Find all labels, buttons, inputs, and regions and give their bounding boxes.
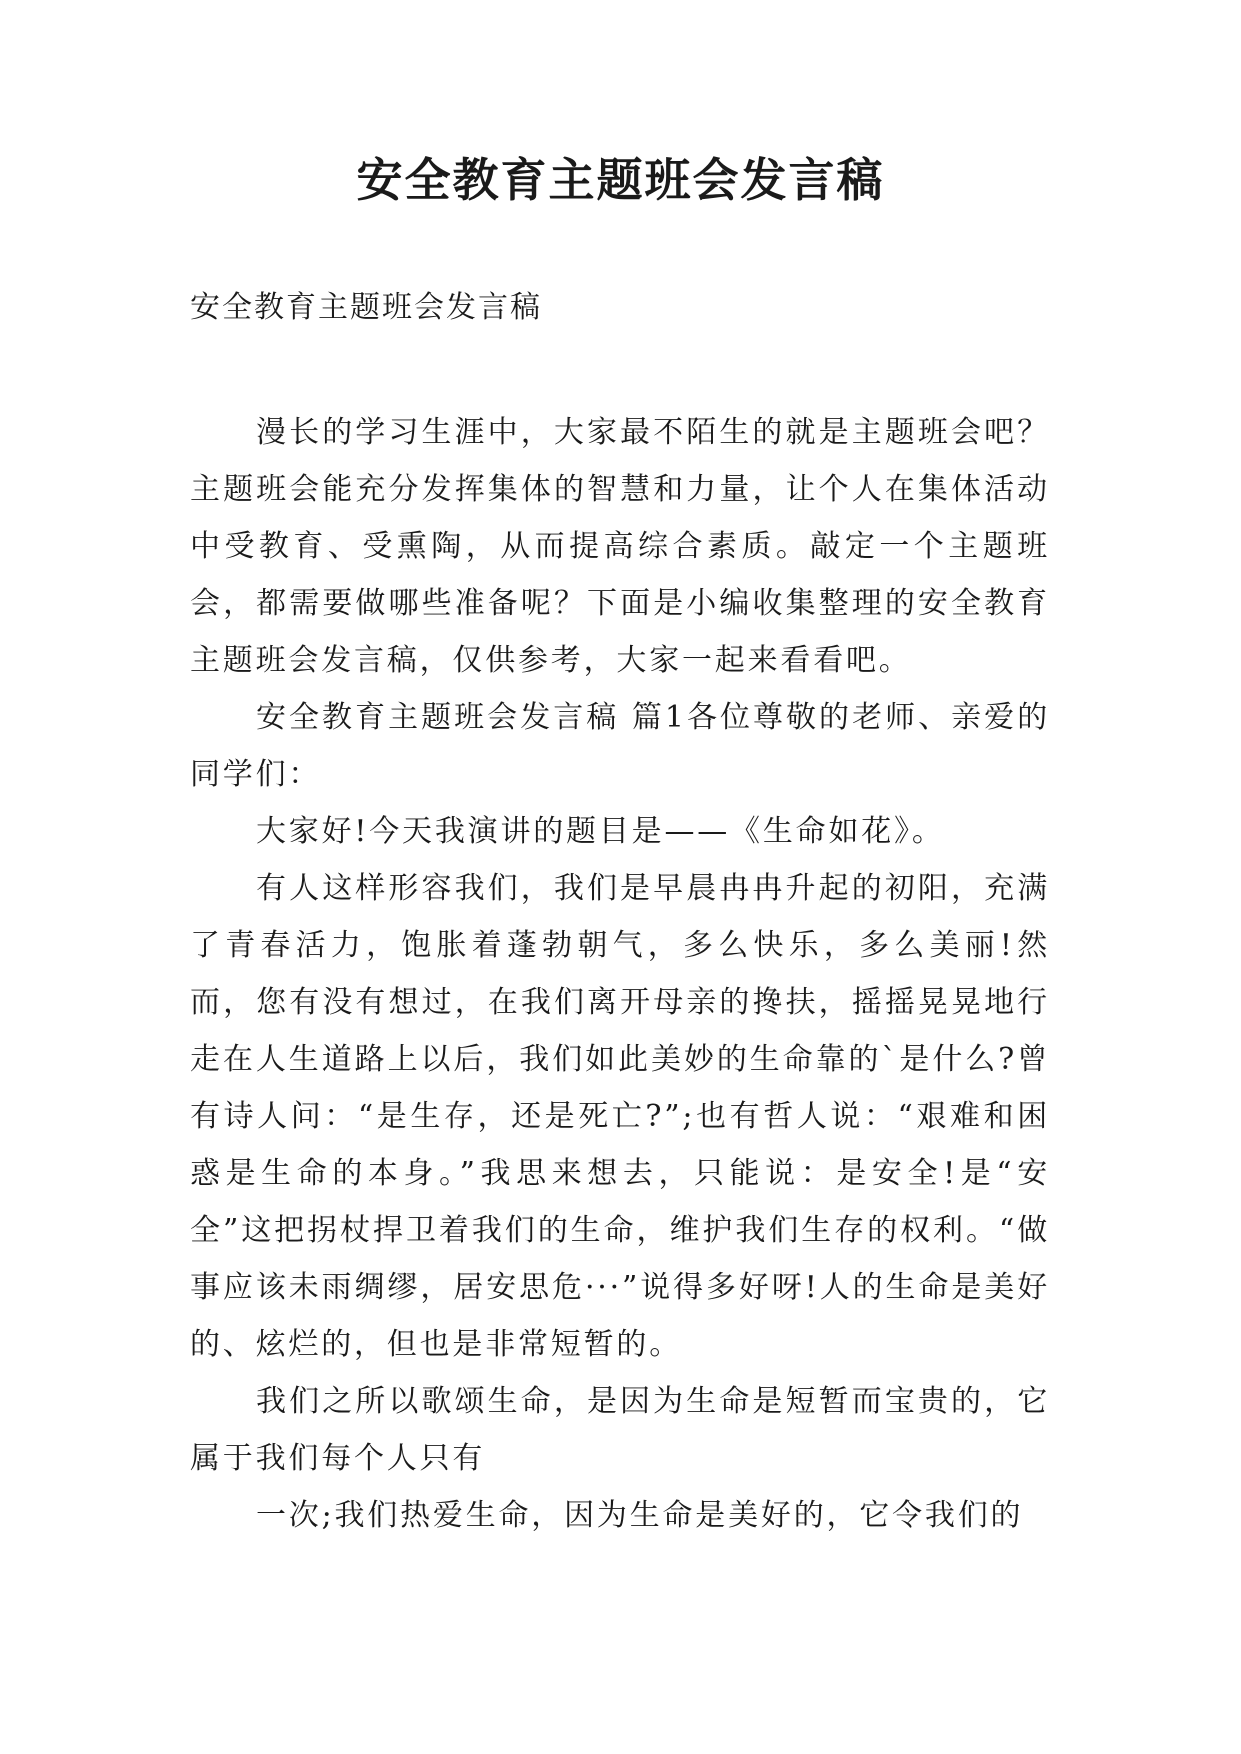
paragraph-main: 有人这样形容我们，我们是早晨冉冉升起的初阳，充满了青春活力，饱胀着蓬勃朝气，多么快乐，多么美丽!然而，您有没有想过，在我们离开母亲的搀扶，摇摇晃晃地行走在人生道路上以后，我们如此美妙的生命靠的`是什么?曾有诗人问：“是生存，还是死亡?”;也有哲人说：“艰难和困惑是生命的本身。”我思来想去，只能说：是安全!是“安全”这把拐杖捍卫着我们的生命，维护我们生存的权利。“做事应该未雨绸缪，居安思危···”说得多好呀!人的生命是美好的、炫烂的，但也是非常短暂的。 bbox=[190, 871, 1050, 1362]
document-subtitle: 安全教育主题班会发言稿 bbox=[190, 290, 542, 325]
document-body bbox=[190, 404, 1050, 1544]
paragraph-heading: 安全教育主题班会发言稿 篇1各位尊敬的老师、亲爱的同学们： bbox=[190, 700, 1050, 792]
paragraph-greeting: 大家好!今天我演讲的题目是——《生命如花》。 bbox=[256, 814, 945, 849]
paragraph-continued: 一次;我们热爱生命，因为生命是美好的，它令我们的 bbox=[256, 1498, 1024, 1533]
document-title: 安全教育主题班会发言稿 bbox=[356, 153, 885, 207]
paragraph-praise: 我们之所以歌颂生命，是因为生命是短暂而宝贵的，它属于我们每个人只有 bbox=[190, 1384, 1050, 1476]
paragraph-intro: 漫长的学习生涯中，大家最不陌生的就是主题班会吧？主题班会能充分发挥集体的智慧和力量，让个人在集体活动中受教育、受熏陶，从而提高综合素质。敲定一个主题班会，都需要做哪些准备呢？下面是小编收集整理的安全教育主题班会发言稿，仅供参考，大家一起来看看吧。 bbox=[190, 415, 1050, 678]
